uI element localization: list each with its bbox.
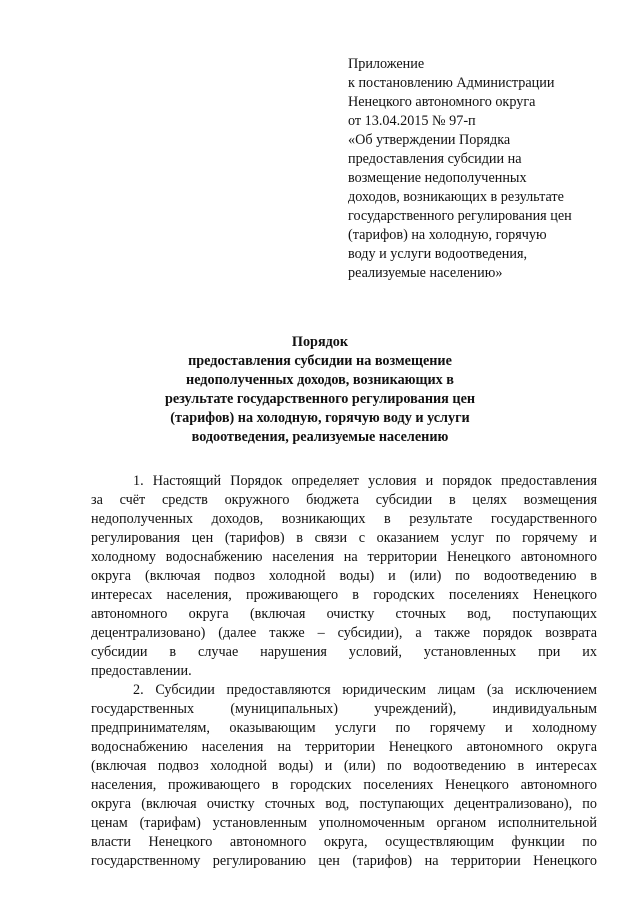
paragraph-line: за счёт средств окружного бюджета субсидии в целях возмещения: [91, 492, 597, 508]
paragraph-line: предоставлении.: [91, 663, 192, 679]
annex-line: доходов, возникающих в результате: [348, 189, 564, 205]
paragraph-line: автономного округа (включая очистку сточных вод, поступающих: [91, 606, 597, 622]
paragraph-1: [91, 472, 597, 681]
paragraph-line: водоснабжению населения на территории Ненецкого автономного округа: [91, 739, 597, 755]
annex-line: Ненецкого автономного округа: [348, 94, 536, 110]
document-title: [110, 333, 530, 447]
paragraph-line: ценам (тарифам) установленным уполномоченным органом исполнительной: [91, 815, 597, 831]
annex-line: государственного регулирования цен: [348, 208, 572, 224]
annex-block: [348, 55, 628, 283]
title-line: (тарифов) на холодную, горячую воду и услуги: [170, 410, 470, 426]
paragraph-line: государственных (муниципальных) учреждений), индивидуальным: [91, 701, 597, 717]
paragraph-2: [91, 681, 597, 871]
paragraph-line: регулирования цен (тарифов) в связи с оказанием услуг по горячему и: [91, 530, 597, 546]
paragraph-line: недополученных доходов, возникающих в результате государственного: [91, 511, 597, 527]
paragraph-line: округа (включая подвоз холодной воды) и (или) по водоотведению в: [91, 568, 597, 584]
annex-line: к постановлению Администрации: [348, 75, 555, 91]
paragraph-line: децентрализовано) (далее также – субсидии), а также порядок возврата: [91, 625, 597, 641]
annex-line: от 13.04.2015 № 97-п: [348, 113, 476, 129]
document-body: [91, 472, 597, 871]
annex-line: (тарифов) на холодную, горячую: [348, 227, 547, 243]
title-line: водоотведения, реализуемые населению: [191, 429, 449, 445]
paragraph-line: интересах населения, проживающего в городских поселениях Ненецкого: [91, 587, 597, 603]
annex-line: реализуемые населению»: [348, 265, 503, 281]
title-line: предоставления субсидии на возмещение: [188, 353, 452, 369]
paragraph-line: субсидии в случае нарушения условий, установленных при их: [91, 644, 597, 660]
annex-line: предоставления субсидии на: [348, 151, 522, 167]
paragraph-line: предпринимателям, оказывающим услуги по горячему и холодному: [91, 720, 597, 736]
annex-line: «Об утверждении Порядка: [348, 132, 511, 148]
paragraph-line: 1. Настоящий Порядок определяет условия и порядок предоставления: [133, 473, 597, 489]
paragraph-line: округа (включая очистку сточных вод, поступающих децентрализовано), по: [91, 796, 597, 812]
paragraph-line: (включая подвоз холодной воды) и (или) по водоотведению в интересах: [91, 758, 597, 774]
annex-line: воду и услуги водоотведения,: [348, 246, 528, 262]
title-line: недополученных доходов, возникающих в: [186, 372, 454, 388]
annex-line: возмещение недополученных: [348, 170, 527, 186]
paragraph-line: власти Ненецкого автономного округа, осуществляющим функции по: [91, 834, 597, 850]
title-line: результате государственного регулирования цен: [164, 391, 476, 407]
paragraph-line: государственному регулированию цен (тарифов) на территории Ненецкого: [91, 853, 597, 869]
annex-line: Приложение: [348, 56, 425, 72]
title-line: Порядок: [291, 334, 349, 350]
paragraph-line: населения, проживающего в городских поселениях Ненецкого автономного: [91, 777, 597, 793]
paragraph-line: 2. Субсидии предоставляются юридическим лицам (за исключением: [133, 682, 597, 698]
paragraph-line: холодному водоснабжению населения на территории Ненецкого автономного: [91, 549, 597, 565]
